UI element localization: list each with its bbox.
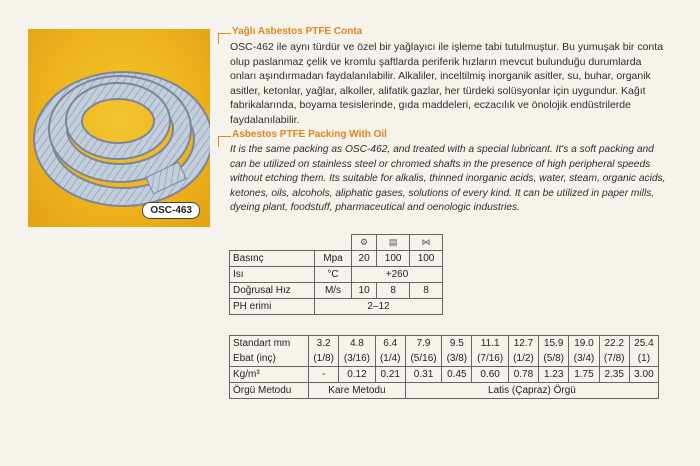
cell: 22.2 [599,336,629,352]
en-description: It is the same packing as OSC-462, and treated with a special lubricant. It's a soft packing and can be utilized on stainless steel or chromed shafts in the presence of high peripheral speeds without etching them. Its suitable for alkalis, thinned inorganic acids, water, steam, organic acids, ketones, oils, alcohols, aliphatic gases, solutions of every kind. It can be utilized in paper mills, dyeing plant, foodstuff, pharmaceutical and oenologic industries. [230,144,666,214]
method-lattice: Latis (Çapraz) Örgü [405,383,658,399]
cell: (3/16) [339,351,375,367]
cell: (1/8) [309,351,339,367]
cell: 0.21 [375,367,405,383]
spec-table [229,234,443,315]
table-row [230,283,443,299]
reciprocating-icon: ▤ [377,235,410,251]
size-table [229,335,659,399]
method-square: Kare Metodu [309,383,406,399]
cell: - [309,367,339,383]
kg-label: Kg/m³ [230,367,309,383]
tr-description: OSC-462 ile aynı türdür ve özel bir yağlayıcı ile işleme tabi tutulmuştur. Bu yumuşak bir conta olup paslanmaz çelik ve kromlu şaftlarda periferik hızların mevcut bulunduğu durumlarda onları aşındırmadan faydalanılabilir. Alkaliler, inceltilmiş inorganik asitler, su, buhar, organik asitler, ketonlar, yağlar, alkoller, alifatik gazlar, her türdeki solüsyonlar için uygundur. Kağıt fabrikalarında, boyama tesislerinde, gıda maddeleri, eczacılık ve önolojik endüstrilerde faydalanılabilir. [230,41,664,126]
cell: 9.5 [442,336,472,352]
cell: 0.60 [472,367,508,383]
cell: (1/4) [375,351,405,367]
spec-header-row [230,235,443,251]
valve-icon: ⋈ [410,235,443,251]
cell: 15.9 [539,336,569,352]
cell: 3.2 [309,336,339,352]
cell: 20 [352,251,377,267]
cell: 1.75 [569,367,599,383]
cell: (1/2) [508,351,538,367]
cell: 8 [377,283,410,299]
cell: (7/16) [472,351,508,367]
cell: 100 [377,251,410,267]
table-row [230,251,443,267]
cell: 3.00 [629,367,658,383]
cell: 4.8 [339,336,375,352]
cell: 2–12 [315,299,443,315]
row-unit: °C [315,267,352,283]
inch-row [230,351,659,367]
cell: 7.9 [405,336,441,352]
cell: 0.12 [339,367,375,383]
std-label: Standart mm [230,336,309,352]
cell: 100 [410,251,443,267]
method-label: Örgü Metodu [230,383,309,399]
cell: 10 [352,283,377,299]
packing-coil-image [28,29,210,227]
ebat-label: Ebat (inç) [230,351,309,367]
cell: 1.23 [539,367,569,383]
rotary-icon: ⚙ [352,235,377,251]
cell: 19.0 [569,336,599,352]
table-row [230,299,443,315]
row-label: PH erimi [230,299,315,315]
row-unit: Mpa [315,251,352,267]
row-label: Doğrusal Hız [230,283,315,299]
method-row [230,383,659,399]
cell: 0.78 [508,367,538,383]
kg-row [230,367,659,383]
cell: +260 [352,267,443,283]
row-unit: M/s [315,283,352,299]
cell: (1) [629,351,658,367]
cell: 25.4 [629,336,658,352]
cell: 6.4 [375,336,405,352]
en-section-title: Asbestos PTFE Packing With Oil [232,129,387,140]
cell: (3/8) [442,351,472,367]
table-row [230,267,443,283]
cell: 0.31 [405,367,441,383]
cell: 8 [410,283,443,299]
row-label: Basınç [230,251,315,267]
cell: 2.35 [599,367,629,383]
product-photo [28,29,210,227]
cell: (3/4) [569,351,599,367]
product-code-badge: OSC-463 [142,202,200,219]
cell: 12.7 [508,336,538,352]
cell: (5/8) [539,351,569,367]
mm-row [230,336,659,352]
cell: (7/8) [599,351,629,367]
cell: (5/16) [405,351,441,367]
tr-section-title: Yağlı Asbestos PTFE Conta [232,26,363,37]
cell: 11.1 [472,336,508,352]
cell: 0.45 [442,367,472,383]
row-label: Isı [230,267,315,283]
